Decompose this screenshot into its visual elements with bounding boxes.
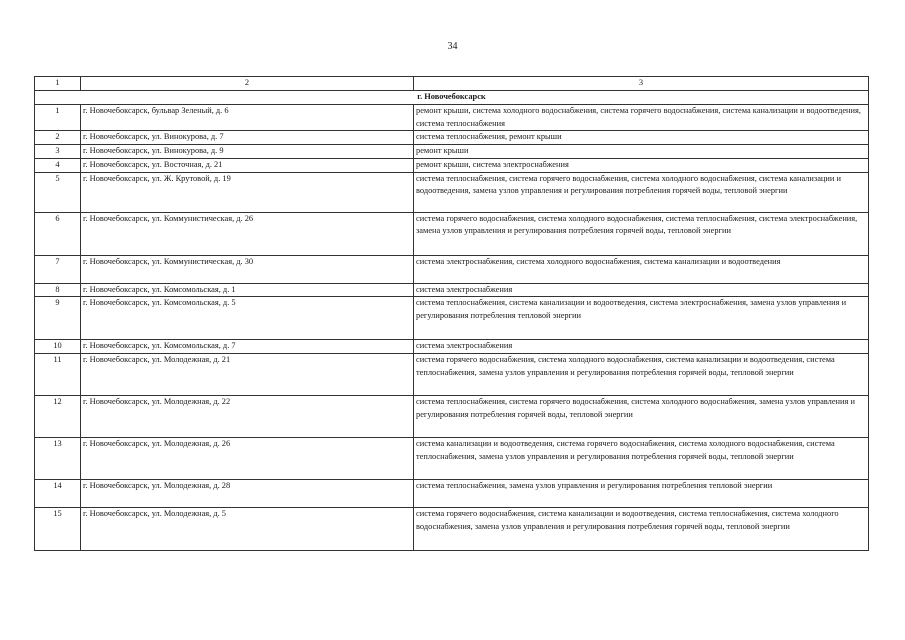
city-section-row — [35, 91, 869, 105]
row-works: система электроснабжения — [414, 340, 869, 354]
row-number: 13 — [35, 437, 81, 479]
row-number: 12 — [35, 395, 81, 437]
table-row — [35, 283, 869, 297]
row-number: 3 — [35, 145, 81, 159]
row-works: система теплоснабжения, замена узлов управления и регулирования потребления тепловой энергии — [414, 479, 869, 507]
row-address: г. Новочебоксарск, ул. Коммунистическая, д. 26 — [81, 212, 414, 255]
row-address: г. Новочебоксарск, ул. Молодежная, д. 5 — [81, 507, 414, 550]
repair-works-table — [34, 76, 869, 551]
row-address: г. Новочебоксарск, ул. Комсомольская, д. 5 — [81, 297, 414, 340]
table-row — [35, 297, 869, 340]
table-row — [35, 395, 869, 437]
table-row — [35, 158, 869, 172]
table-header-row — [35, 77, 869, 91]
row-number: 4 — [35, 158, 81, 172]
row-works: система теплоснабжения, ремонт крыши — [414, 131, 869, 145]
row-works: система теплоснабжения, система горячего водоснабжения, система холодного водоснабжения, замена узлов управления и регулирования потребления горячей воды, тепловой энергии — [414, 395, 869, 437]
table-row — [35, 507, 869, 550]
row-works: система горячего водоснабжения, система холодного водоснабжения, система канализации и водоотведения, система теплоснабжения, замена узлов управления и регулирования потребления горячей воды, тепловой энергии — [414, 353, 869, 395]
row-address: г. Новочебоксарск, ул. Молодежная, д. 28 — [81, 479, 414, 507]
row-address: г. Новочебоксарск, ул. Молодежная, д. 22 — [81, 395, 414, 437]
table-row — [35, 145, 869, 159]
row-number: 6 — [35, 212, 81, 255]
row-address: г. Новочебоксарск, ул. Винокурова, д. 7 — [81, 131, 414, 145]
row-address: г. Новочебоксарск, ул. Молодежная, д. 21 — [81, 353, 414, 395]
row-number: 2 — [35, 131, 81, 145]
row-works: ремонт крыши — [414, 145, 869, 159]
row-number: 9 — [35, 297, 81, 340]
table-row — [35, 255, 869, 283]
row-number: 11 — [35, 353, 81, 395]
row-number: 14 — [35, 479, 81, 507]
row-number: 5 — [35, 172, 81, 212]
table-row — [35, 212, 869, 255]
row-works: система горячего водоснабжения, система холодного водоснабжения, система теплоснабжения, система электроснабжения, замена узлов управления и регулирования потребления горячей воды, тепловой энергии — [414, 212, 869, 255]
row-number: 15 — [35, 507, 81, 550]
row-number: 7 — [35, 255, 81, 283]
row-address: г. Новочебоксарск, ул. Восточная, д. 21 — [81, 158, 414, 172]
table-row — [35, 105, 869, 131]
page-number: 34 — [447, 41, 458, 52]
row-address: г. Новочебоксарск, ул. Ж. Крутовой, д. 19 — [81, 172, 414, 212]
column-header-address: 2 — [81, 77, 414, 91]
row-address: г. Новочебоксарск, ул. Молодежная, д. 26 — [81, 437, 414, 479]
row-address: г. Новочебоксарск, бульвар Зеленый, д. 6 — [81, 105, 414, 131]
row-address: г. Новочебоксарск, ул. Коммунистическая, д. 30 — [81, 255, 414, 283]
table-row — [35, 353, 869, 395]
table-row — [35, 131, 869, 145]
row-address: г. Новочебоксарск, ул. Комсомольская, д. 1 — [81, 283, 414, 297]
city-section-title: г. Новочебоксарск — [35, 91, 869, 105]
row-works: система горячего водоснабжения, система канализации и водоотведения, система теплоснабжения, система холодного водоснабжения, замена узлов управления и регулирования потребления горячей воды, тепловой энергии — [414, 507, 869, 550]
row-number: 1 — [35, 105, 81, 131]
row-works: система электроснабжения — [414, 283, 869, 297]
table-row — [35, 340, 869, 354]
row-number: 8 — [35, 283, 81, 297]
row-address: г. Новочебоксарск, ул. Винокурова, д. 9 — [81, 145, 414, 159]
row-number: 10 — [35, 340, 81, 354]
row-works: ремонт крыши, система холодного водоснабжения, система горячего водоснабжения, система канализации и водоотведения, система теплоснабжения — [414, 105, 869, 131]
column-header-works: 3 — [414, 77, 869, 91]
table-row — [35, 172, 869, 212]
row-works: система теплоснабжения, система канализации и водоотведения, система электроснабжения, замена узлов управления и регулирования потребления тепловой энергии — [414, 297, 869, 340]
table-row — [35, 437, 869, 479]
row-works: система канализации и водоотведения, система горячего водоснабжения, система холодного водоснабжения, система теплоснабжения, замена узлов управления и регулирования потребления горячей воды, тепловой энергии — [414, 437, 869, 479]
row-address: г. Новочебоксарск, ул. Комсомольская, д. 7 — [81, 340, 414, 354]
row-works: система электроснабжения, система холодного водоснабжения, система канализации и водоотведения — [414, 255, 869, 283]
row-works: система теплоснабжения, система горячего водоснабжения, система холодного водоснабжения, система канализации и водоотведения, замена узлов управления и регулирования потребления горячей воды, тепловой энергии — [414, 172, 869, 212]
column-header-number: 1 — [35, 77, 81, 91]
table-row — [35, 479, 869, 507]
row-works: ремонт крыши, система электроснабжения — [414, 158, 869, 172]
